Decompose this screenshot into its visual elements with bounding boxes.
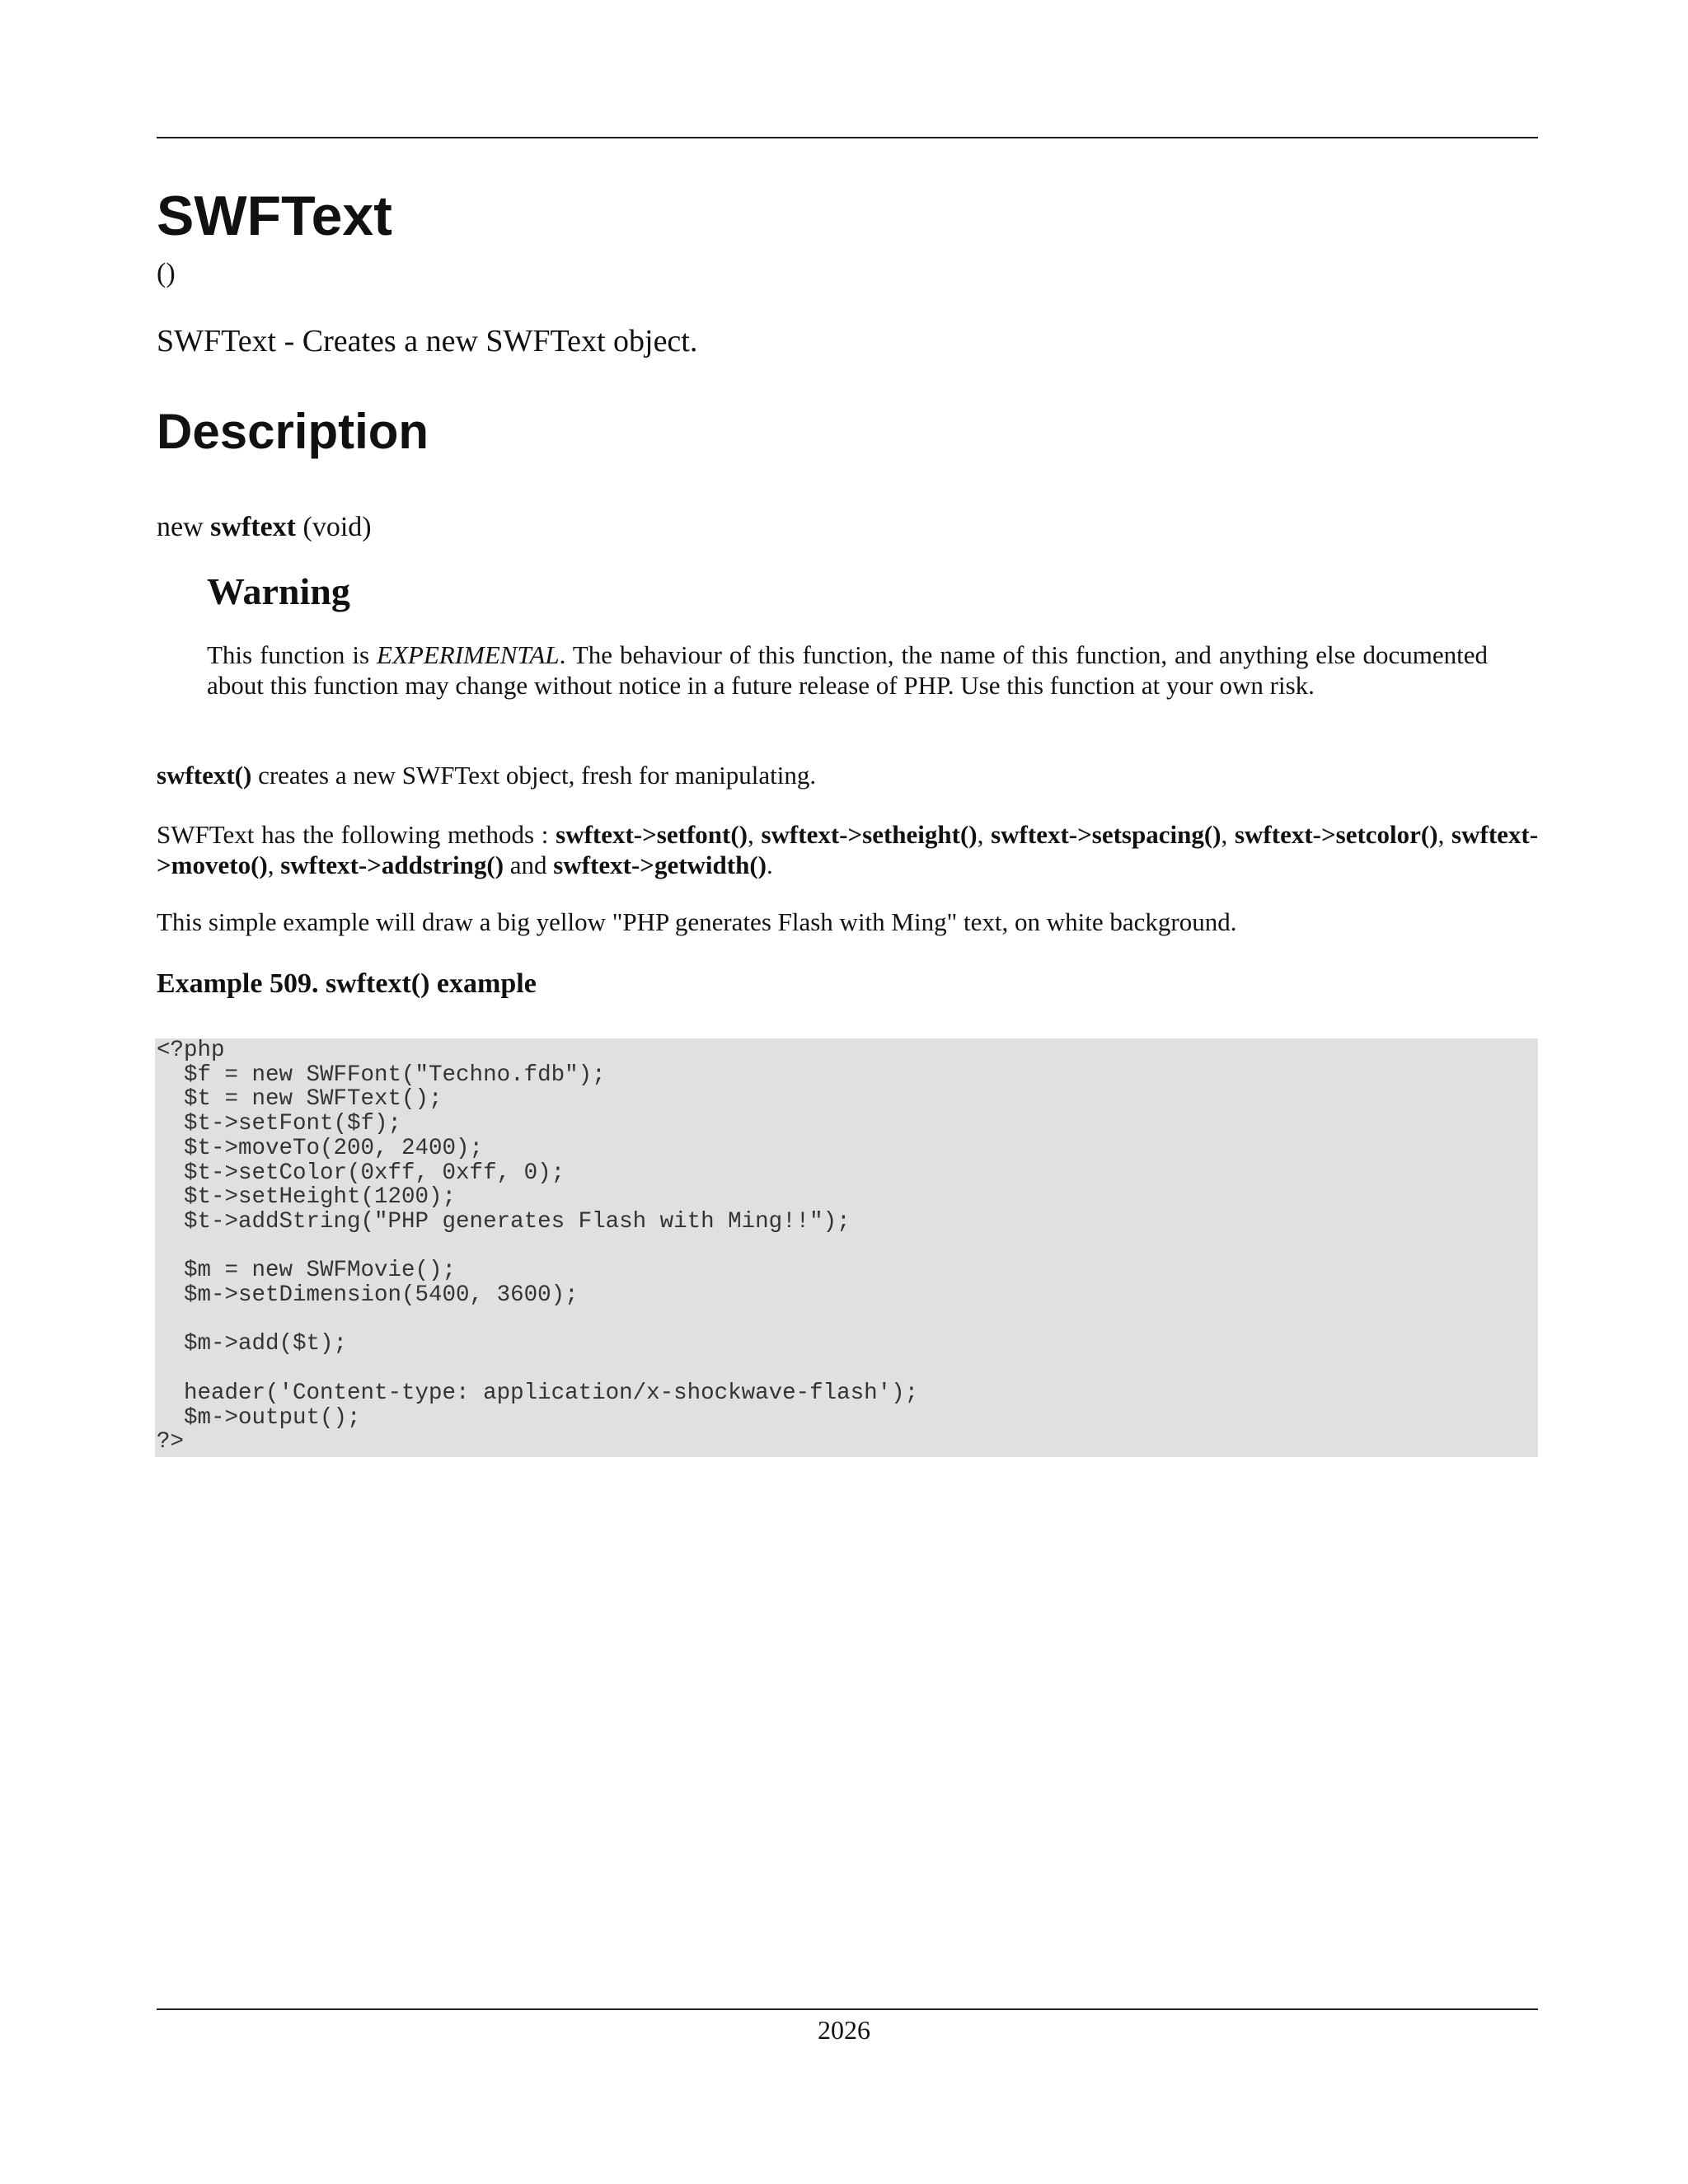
methods-intro: SWFText has the following methods : [157,820,556,849]
creates-paragraph [157,760,1538,790]
creates-function: swftext() [157,761,252,790]
description-heading: Description [157,404,429,459]
warning-title: Warning [207,570,350,612]
method-addstring: swftext->addstring() [280,851,504,879]
methods-sep: , [747,820,762,849]
code-listing [155,1038,1538,1457]
synopsis-keyword: new [157,512,204,542]
header-rule [157,137,1538,138]
method-setspacing: swftext->setspacing() [991,820,1221,849]
warning-text [207,640,1488,701]
creates-text: creates a new SWFText object, fresh for manipulating. [251,761,817,790]
function-synopsis [157,511,372,545]
methods-sep: , [1437,820,1452,849]
example-description: This simple example will draw a big yellow "PHP generates Flash with Ming" text, on white background. [157,907,1237,936]
method-setfont: swftext->setfont() [556,820,748,849]
methods-sep: and [504,851,554,879]
methods-end: . [766,851,773,879]
method-getwidth: swftext->getwidth() [553,851,767,879]
synopsis-params: (void) [302,512,372,542]
warning-emphasis: EXPERIMENTAL [377,640,560,669]
code-text: <?php $f = new SWFFont("Techno.fdb"); $t = new SWFText(); $t->setFont($f); $t->moveTo(200, 2400); $t->setColor(0xff, 0xff, 0); $t->setHeight(1200); $t->addString("PHP generates Flash with Ming!!"); $m = new SWFMovie(); $m->setDimension(5400, 3600); $m->add($t); header('Content-type: application/x-shockwave-flash'); $m->output(); ?> [157,1038,919,1455]
refentry-parens: () [157,258,176,288]
method-moveto: swftext->moveto() [157,820,1539,879]
warning-text-after: . The behaviour of this function, the name of this function, and anything else documented about this function may change without notice in a future release of PHP. Use this function at your own risk. [207,640,1488,700]
method-setheight: swftext->setheight() [761,820,978,849]
methods-sep: , [977,820,992,849]
footer-rule [157,2008,1538,2010]
methods-paragraph [157,819,1538,880]
refentry-purpose: SWFText - Creates a new SWFText object. [157,324,698,359]
warning-text-before: This function is [207,640,377,669]
synopsis-function-name: swftext [210,512,296,542]
method-setcolor: swftext->setcolor() [1234,820,1438,849]
methods-sep: , [267,851,281,879]
page-number: 2026 [818,2015,870,2045]
example-title: Example 509. swftext() example [157,968,537,999]
page-title: SWFText [157,185,392,247]
methods-sep: , [1221,820,1235,849]
